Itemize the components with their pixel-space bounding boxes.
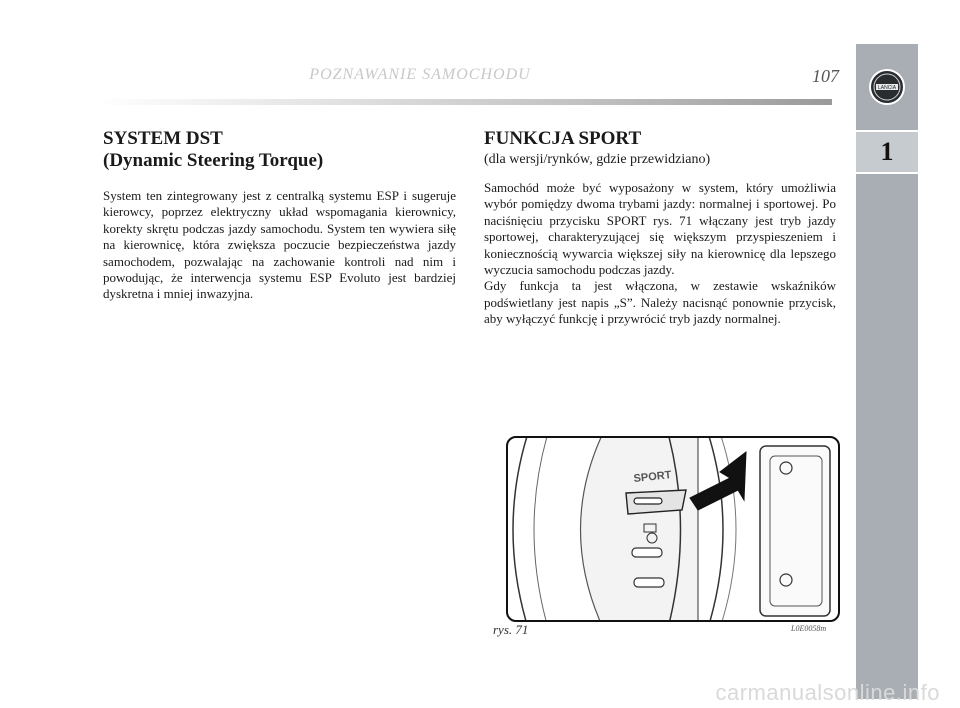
section-heading-dst-subtitle: (Dynamic Steering Torque) bbox=[103, 150, 324, 171]
figure-illustration bbox=[506, 436, 840, 622]
lower-button bbox=[632, 548, 662, 557]
dst-body-text bbox=[103, 188, 456, 303]
right-column bbox=[484, 128, 836, 328]
lancia-logo-icon bbox=[867, 65, 907, 109]
sport-subtitle: (dla wersji/rynków, gdzie przewidziano) bbox=[484, 152, 711, 167]
chapter-number: 1 bbox=[856, 132, 918, 172]
sport-paragraph-2: Gdy funkcja ta jest włączona, w zestawie wskaźników podświetlany jest napis „S”. Należy nacisnąć ponownie przycisk, aby wyłączyć funkcję i przywrócić tryb jazdy normalnej. bbox=[484, 278, 836, 327]
sport-button bbox=[626, 490, 686, 514]
logo-lettering: LANCIA bbox=[877, 85, 897, 91]
section-heading-dst: SYSTEM DST bbox=[103, 128, 223, 149]
sport-button-label: SPORT bbox=[633, 469, 673, 485]
lower-button bbox=[634, 578, 664, 587]
sport-body-text bbox=[484, 180, 836, 328]
figure-caption: rys. 71 bbox=[493, 622, 529, 637]
section-heading-sport: FUNKCJA SPORT bbox=[484, 128, 642, 149]
dst-paragraph: System ten zintegrowany jest z centralką systemu ESP i sugeruje kierowcy, poprzez elektryczny układ wspomagania kierownicy, korekty skrętu podczas jazdy samochodu. System ten wywiera siłę na kierownicę, która zwiększa poczucie bezpieczeństwa jazdy samochodem, pozwalając na zachowanie kontroli nad nim i powodując, że interwencja systemu ESP Evoluto jest bardziej dyskretna i mniej inwazyjna. bbox=[103, 188, 456, 302]
chapter-side-tab bbox=[856, 44, 918, 699]
figure-code: L0E0058m bbox=[791, 624, 827, 633]
brand-logo-block bbox=[856, 44, 918, 130]
watermark: carmanualsonline.info bbox=[715, 680, 940, 705]
page-header-title: POZNAWANIE SAMOCHODU bbox=[309, 66, 531, 83]
header-rule bbox=[96, 99, 832, 105]
sport-paragraph-1: Samochód może być wyposażony w system, który umożliwia wybór pomiędzy dwoma trybami jazdy: normalnej i sportowej. Po naciśnięciu przycisku SPORT rys. 71 włączany jest tryb jazdy sportowej, charakteryzującej się większym przyspieszeniem i koniecznością wywarcia większej siły na kierownicę dla lepszego wyczucia samochodu podczas jazdy. bbox=[484, 180, 836, 278]
page-number: 107 bbox=[812, 66, 839, 86]
tab-divider bbox=[856, 172, 918, 174]
sport-button-illustration bbox=[508, 438, 838, 620]
left-column bbox=[103, 128, 456, 303]
